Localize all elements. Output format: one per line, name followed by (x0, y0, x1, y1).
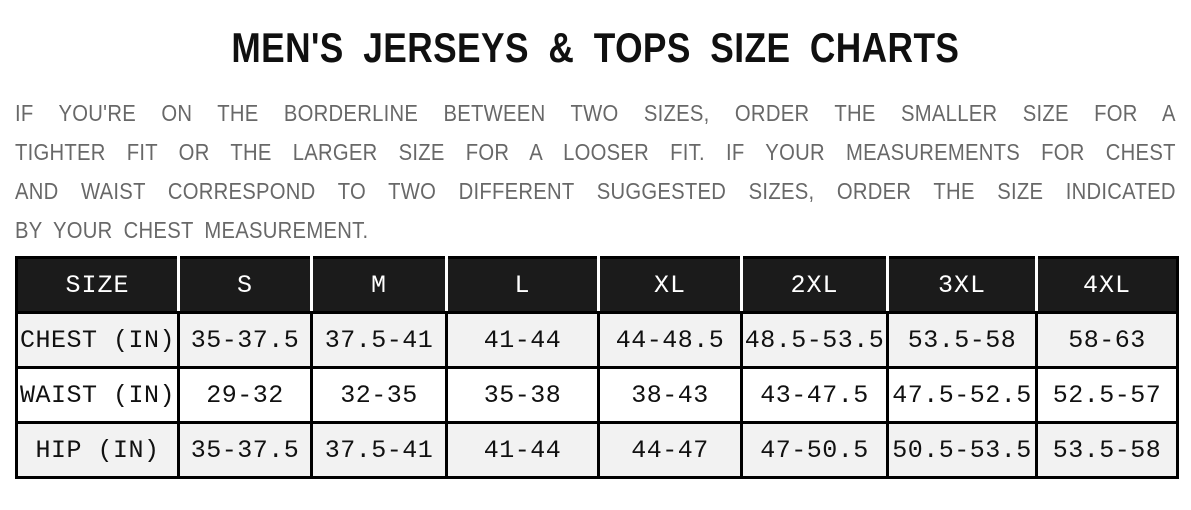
cell-chest-3xl: 53.5-58 (888, 313, 1037, 368)
page-title (0, 24, 1191, 72)
table-row-chest (17, 313, 1178, 368)
page-title-text: MEN'S JERSEYS & TOPS SIZE CHARTS (231, 24, 960, 71)
intro-line-3: AND WAIST CORRESPOND TO TWO DIFFERENT SUGGESTED SIZES, ORDER THE SIZE INDICATED (15, 178, 1176, 204)
intro-line-2: TIGHTER FIT OR THE LARGER SIZE FOR A LOOSER FIT. IF YOUR MEASUREMENTS FOR CHEST (15, 139, 1176, 165)
cell-hip-3xl: 50.5-53.5 (888, 423, 1037, 478)
waist-label-cell: WAIST (IN) (17, 368, 179, 423)
cell-waist-xl: 38-43 (599, 368, 742, 423)
cell-hip-m: 37.5-41 (312, 423, 447, 478)
column-header-size: SIZE (17, 258, 179, 313)
intro-paragraph (15, 94, 1176, 250)
cell-chest-l: 41-44 (447, 313, 599, 368)
cell-waist-4xl: 52.5-57 (1037, 368, 1178, 423)
chest-label-cell: CHEST (IN) (17, 313, 179, 368)
column-header-xl: XL (599, 258, 742, 313)
cell-waist-m: 32-35 (312, 368, 447, 423)
cell-hip-s: 35-37.5 (179, 423, 312, 478)
hip-label-cell: HIP (IN) (17, 423, 179, 478)
cell-waist-2xl: 43-47.5 (742, 368, 888, 423)
cell-waist-s: 29-32 (179, 368, 312, 423)
cell-chest-4xl: 58-63 (1037, 313, 1178, 368)
intro-line-4: BY YOUR CHEST MEASUREMENT. (15, 217, 369, 243)
cell-hip-4xl: 53.5-58 (1037, 423, 1178, 478)
cell-chest-s: 35-37.5 (179, 313, 312, 368)
cell-hip-xl: 44-47 (599, 423, 742, 478)
cell-hip-l: 41-44 (447, 423, 599, 478)
intro-line-1: IF YOU'RE ON THE BORDERLINE BETWEEN TWO SIZES, ORDER THE SMALLER SIZE FOR A (15, 100, 1176, 126)
cell-chest-2xl: 48.5-53.5 (742, 313, 888, 368)
cell-hip-2xl: 47-50.5 (742, 423, 888, 478)
cell-chest-xl: 44-48.5 (599, 313, 742, 368)
header-row (17, 258, 1178, 313)
column-header-4xl: 4XL (1037, 258, 1178, 313)
column-header-s: S (179, 258, 312, 313)
cell-waist-l: 35-38 (447, 368, 599, 423)
cell-waist-3xl: 47.5-52.5 (888, 368, 1037, 423)
column-header-3xl: 3XL (888, 258, 1037, 313)
table-row-hip (17, 423, 1178, 478)
table-row-waist (17, 368, 1178, 423)
column-header-2xl: 2XL (742, 258, 888, 313)
cell-chest-m: 37.5-41 (312, 313, 447, 368)
size-chart-table (15, 256, 1179, 479)
column-header-l: L (447, 258, 599, 313)
column-header-m: M (312, 258, 447, 313)
